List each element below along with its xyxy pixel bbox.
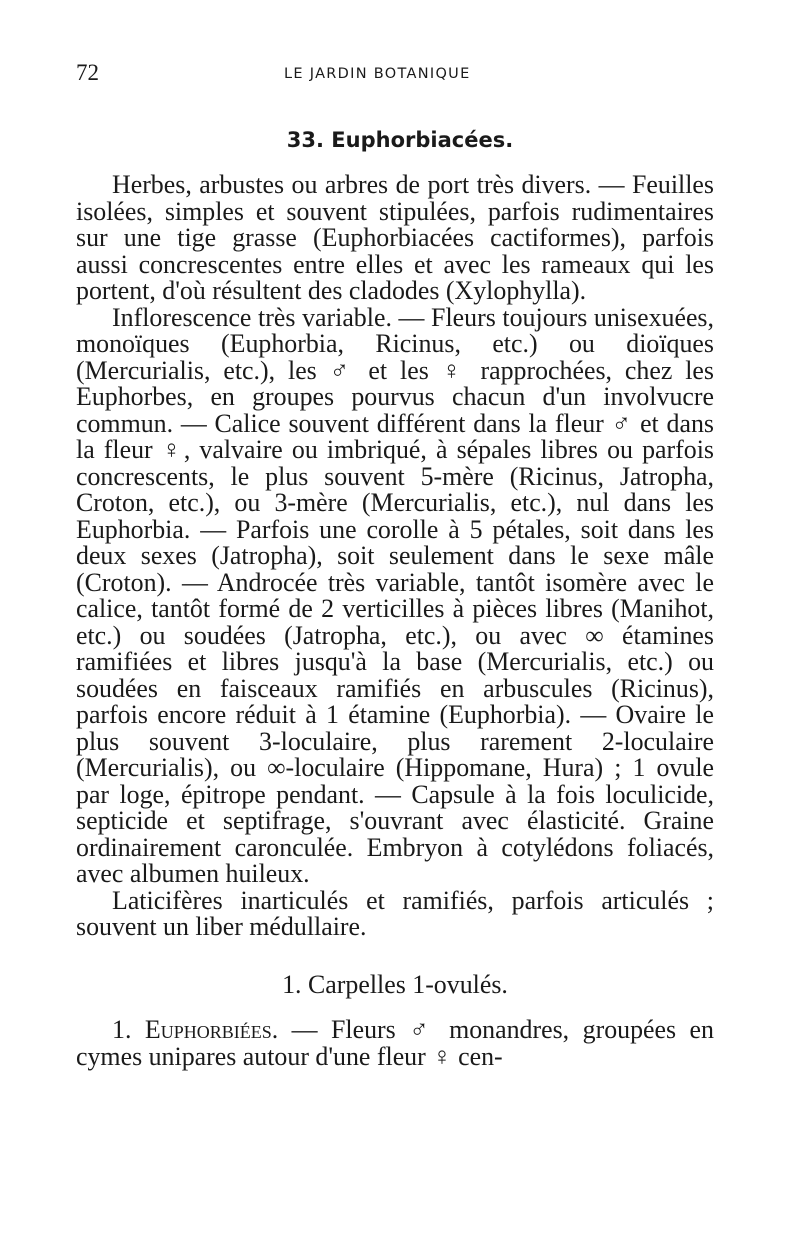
page-header [76,60,740,90]
subsection-title: 1. Carpelles 1-ovulés. [282,969,508,999]
paragraph-euphorbiees [76,1017,714,1070]
paragraph-laticifers: Laticifères inarticulés et ramifiés, parfois articulés ; souvent un liber médullaire. [76,885,714,941]
tribe-number: 1. [112,1015,132,1044]
section-title: 33. Euphorbiacées. [286,128,514,152]
page-number: 72 [76,60,99,85]
paragraph-inflorescence: Inflorescence très variable. — Fleurs toujours unisexuées, monoïques (Euphorbia, Ricinus, etc.) ou dioïques (Mercurialis, etc.), les ♂ et les ♀ rapprochées, chez les Euphorbes, en groupes pourvus chacun d'un involvucre commun. — Calice souvent différent dans la fleur ♂ et dans la fleur ♀, valvaire ou imbriqué, à sépales libres ou parfois concrescents, le plus souvent 5-mère (Ricinus, Jatropha, Croton, etc.), ou 3-mère (Mercurialis, etc.), nul dans les Euphorbia. — Parfois une corolle à 5 pétales, soit dans les deux sexes (Jatropha), soit seulement dans le sexe mâle (Croton). — Androcée très variable, tantôt isomère avec le calice, tantôt formé de 2 verticilles à pièces libres (Manihot, etc.) ou soudées (Jatropha, etc.), ou avec ∞ étamines ramifiées et libres jusqu'à la base (Mercurialis, etc.) ou soudées en faisceaux ramifiés en arbuscules (Ricinus), parfois encore réduit à 1 étamine (Euphorbia). — Ovaire le plus souvent 3-loculaire, plus rarement 2-loculaire (Mercurialis), ou ∞-loculaire (Hippomane, Hura) ; 1 ovule par loge, épitrope pendant. — Capsule à la fois loculicide, septicide et septifrage, s'ouvrant avec élasticité. Graine ordinairement caronculée. Embryon à cotylédons foliacés, avec albumen huileux. [76,302,714,888]
running-head: LE JARDIN BOTANIQUE [284,66,471,82]
body-text [76,172,714,1070]
tribe-name: Euphorbiées. [144,1015,279,1044]
paragraph-habit: Herbes, arbustes ou arbres de port très divers. — Feuilles isolées, simples et souvent stipulées, parfois rudimentaires sur une tige grasse (Euphorbiacées cactiformes), parfois aussi concrescentes entre elles et avec les rameaux qui les portent, d'où résultent des cladodes (Xylophylla). [76,170,714,305]
tribe-description: — Fleurs ♂ monandres, groupées en cymes unipares autour d'une fleur ♀ cen- [76,1015,714,1071]
